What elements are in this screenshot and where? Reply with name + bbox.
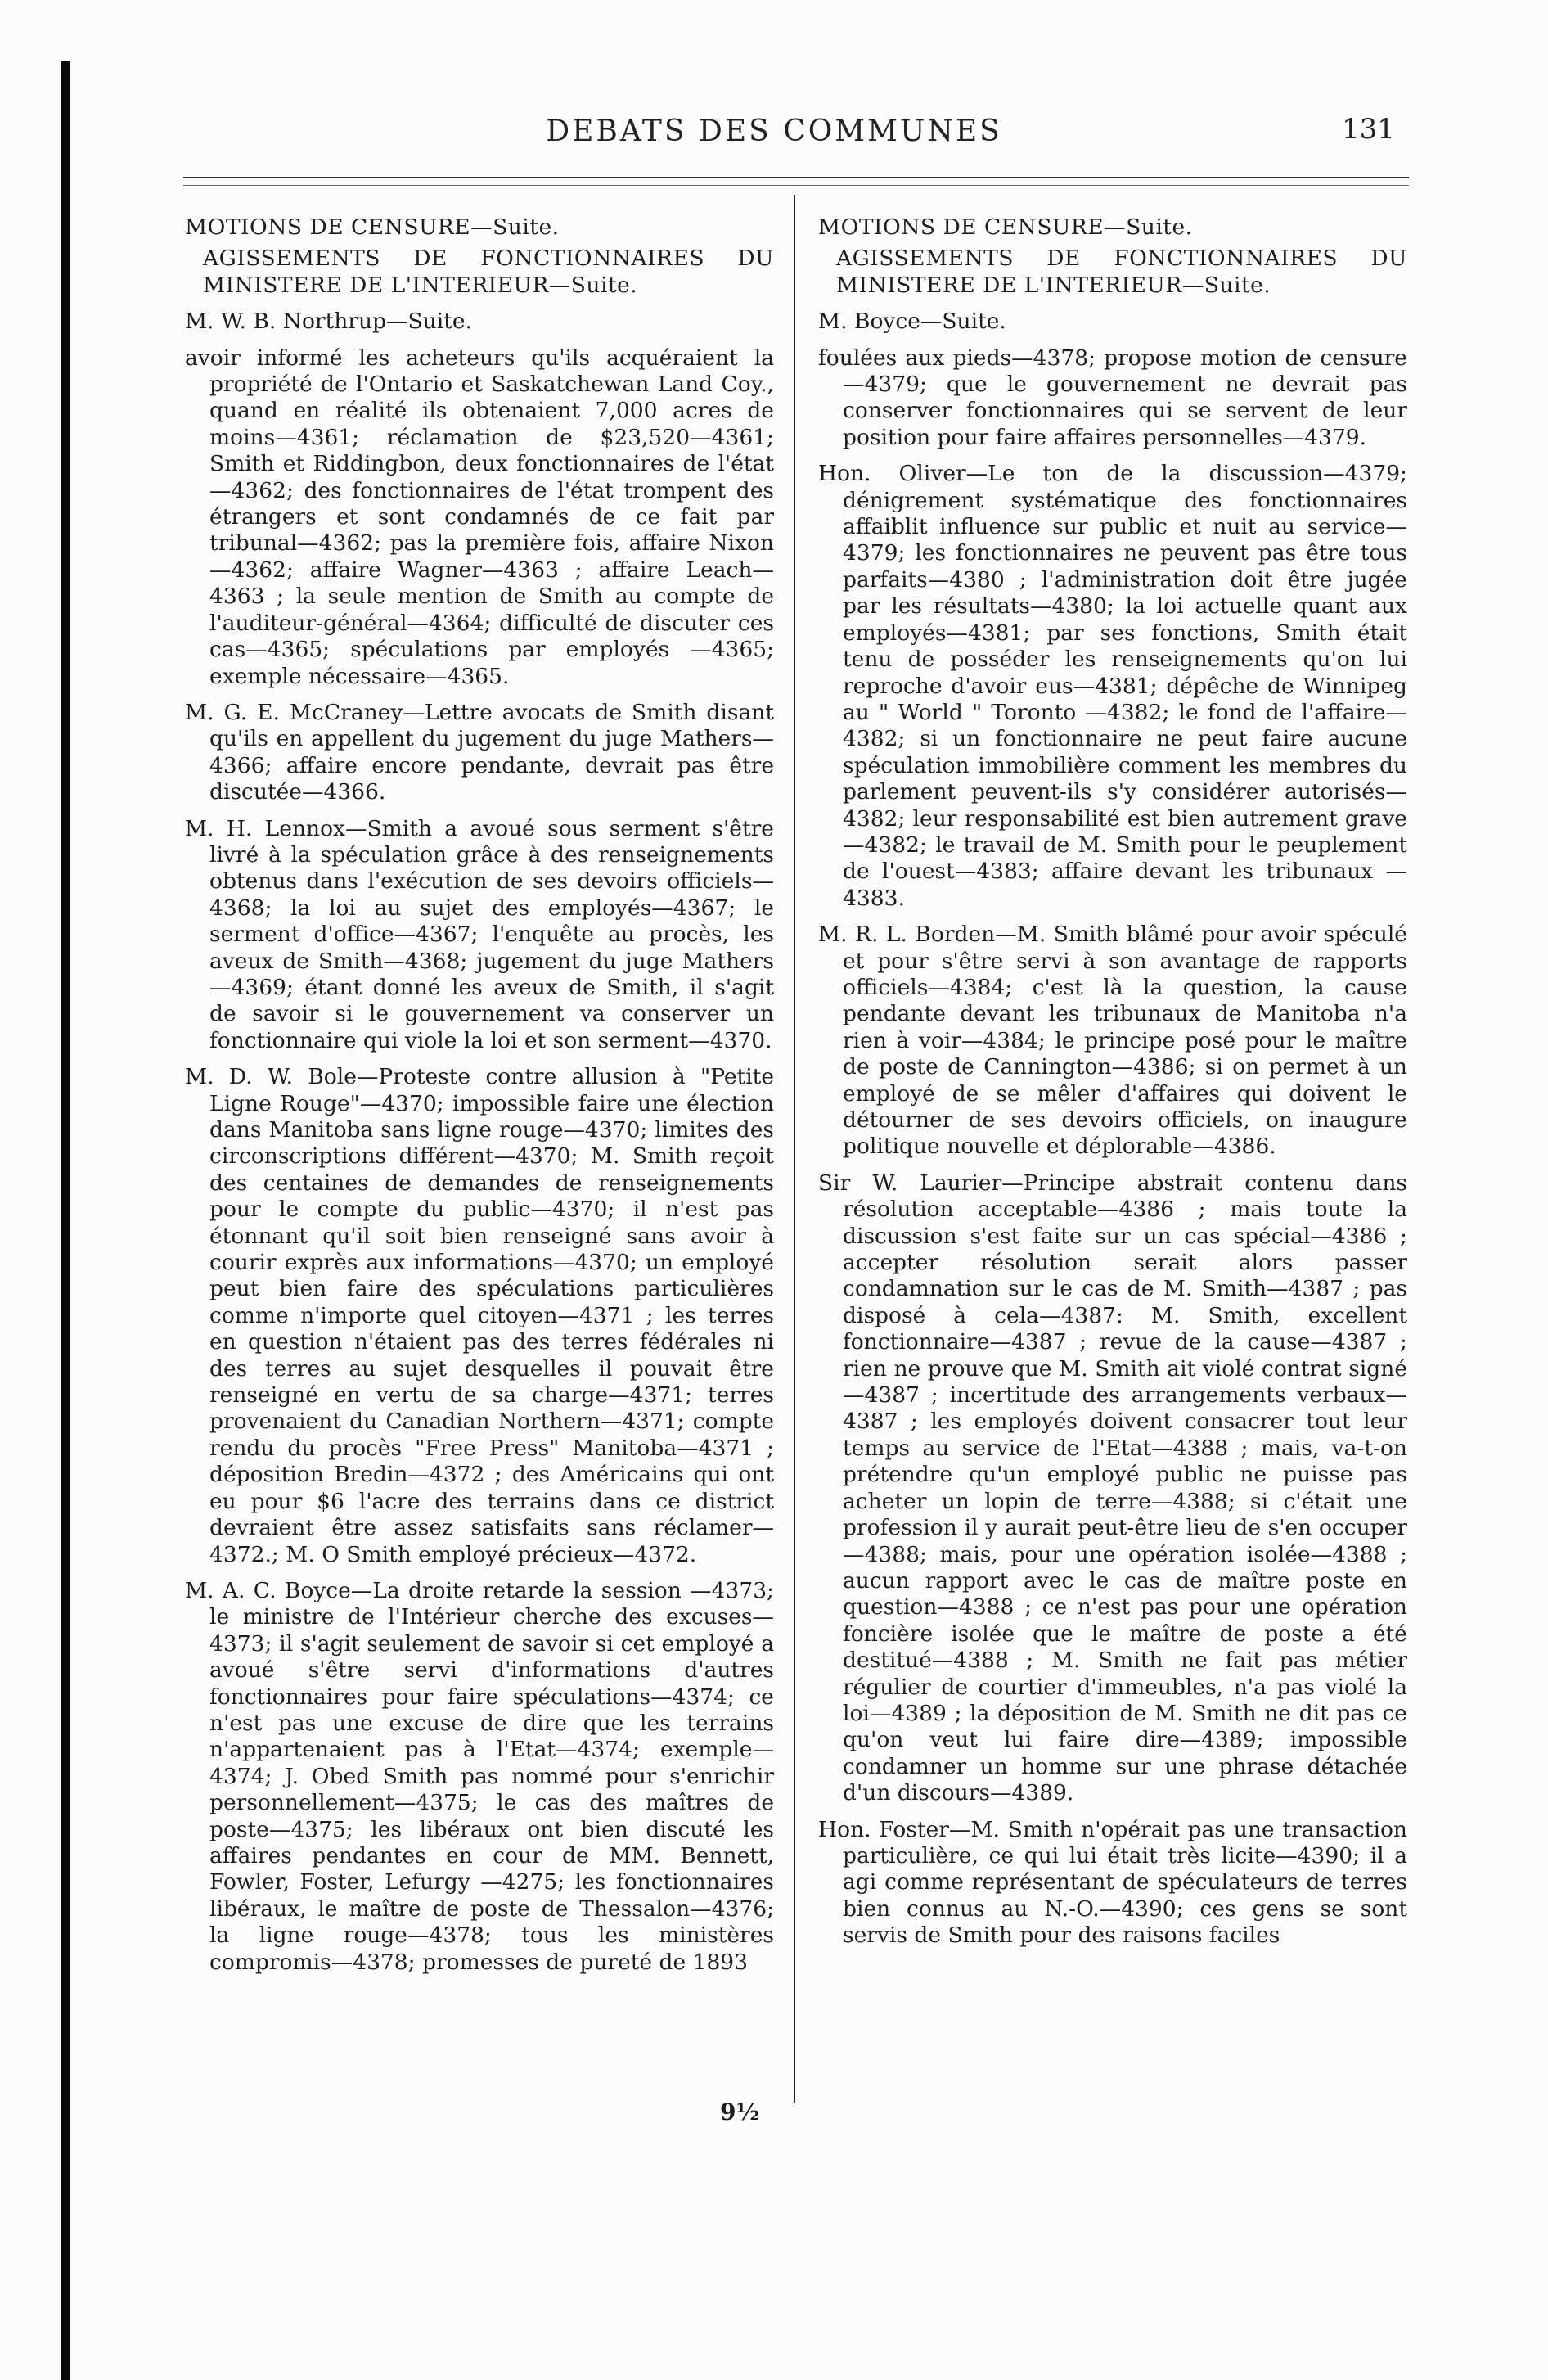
signature-mark: 9½: [720, 2098, 760, 2125]
section-heading: MOTIONS DE CENSURE—Suite.: [818, 214, 1193, 240]
right-column: [818, 214, 1407, 1959]
page-number: 131: [1342, 113, 1395, 146]
index-entry: avoir informé les acheteurs qu'ils acquéraient la propriété de l'Ontario et Saskatchewan Land Coy., quand en réalité ils obtenaient 7,000 acres de moins—4361; réclamation de $23,520—4361; Smith et Riddingbon, deux fonctionnaires de l'état —4362; des fonctionnaires de l'état trompent des étrangers et sont condamnés de ce fait par tribunal—4362; pas la première fois, affaire Nixon—4362; affaire Wagner—4363 ; affaire Leach—4363 ; la seule mention de Smith au compte de l'auditeur-général—4364; difficulté de discuter ces cas—4365; spéculations par employés —4365; exemple nécessaire—4365.: [185, 345, 774, 689]
header-rule: [183, 177, 1409, 178]
subsection-heading: AGISSEMENTS DE FONCTIONNAIRES DU MINISTERE DE L'INTERIEUR—Suite.: [203, 246, 774, 298]
index-entry: M. H. Lennox—Smith a avoué sous serment s'être livré à la spéculation grâce à des renseignements obtenus dans l'exécution de ses devoirs officiels—4368; la loi au sujet des employés—4367; le serment d'office—4367; l'enquête au procès, les aveux de Smith—4368; jugement du juge Mathers—4369; étant donné les aveux de Smith, il s'agit de savoir si le gouvernement va conserver un fonctionnaire qui viole la loi et son serment—4370.: [185, 815, 774, 1053]
index-entry: M. G. E. McCraney—Lettre avocats de Smith disant qu'ils en appellent du jugement du juge Mathers—4366; affaire encore pendante, devrait pas être discutée—4366.: [185, 699, 774, 805]
section-heading: MOTIONS DE CENSURE—Suite.: [185, 214, 560, 240]
index-entry: M. W. B. Northrup—Suite.: [185, 309, 472, 335]
index-entry: M. A. C. Boyce—La droite retarde la session —4373; le ministre de l'Intérieur cherche des excuses—4373; il s'agit seulement de savoir si cet employé a avoué s'être servi d'informations d'autres fonctionnaires pour faire spéculations—4374; ce n'est pas une excuse de dire que les terrains n'appartenaient pas à l'Etat—4374; exemple—4374; J. Obed Smith pas nommé pour s'enrichir personnellement—4375; le cas des maîtres de poste—4375; les libéraux ont bien discuté les affaires pendantes en cour de MM. Bennett, Fowler, Foster, Lefurgy —4275; les fonctionnaires libéraux, le maître de poste de Thessalon—4376; la ligne rouge—4378; tous les ministères compromis—4378; promesses de pureté de 1893: [185, 1577, 774, 1975]
left-column: [185, 214, 774, 1986]
index-entry: Hon. Oliver—Le ton de la discussion—4379; dénigrement systématique des fonctionnaires affaiblit influence sur public et nuit au service—4379; les fonctionnaires ne peuvent pas être tous parfaits—4380 ; l'administration doit être jugée par les résultats—4380; la loi actuelle quant aux employés—4381; par ses fonctions, Smith était tenu de posséder les renseignements qu'on lui reproche d'avoir eus—4381; dépêche de Winnipeg au " World " Toronto —4382; le fond de l'affaire—4382; si un fonctionnaire ne peut faire aucune spéculation immobilière comment les membres du parlement peuvent-ils s'y considérer autorisés—4382; leur responsabilité est bien autrement grave—4382; le travail de M. Smith pour le peuplement de l'ouest—4383; affaire devant les tribunaux —4383.: [818, 461, 1407, 911]
running-header-title: DEBATS DES COMMUNES: [546, 115, 1002, 148]
header-rule-secondary: [183, 185, 1409, 186]
index-entry: M. Boyce—Suite.: [818, 309, 1006, 335]
scan-edge: [61, 61, 70, 2380]
index-entry: foulées aux pieds—4378; propose motion de censure—4379; que le gouvernement ne devrait pas conserver fonctionnaires qui se servent de leur position pour faire affaires personnelles—4379.: [818, 345, 1407, 450]
subsection-heading: AGISSEMENTS DE FONCTIONNAIRES DU MINISTERE DE L'INTERIEUR—Suite.: [836, 246, 1407, 298]
index-entry: Sir W. Laurier—Principe abstrait contenu dans résolution acceptable—4386 ; mais toute la discussion s'est faite sur un cas spécial—4386 ; accepter résolution serait alors passer condamnation sur le cas de M. Smith—4387 ; pas disposé à cela—4387: M. Smith, excellent fonctionnaire—4387 ; revue de la cause—4387 ; rien ne prouve que M. Smith ait violé contrat signé—4387 ; incertitude des arrangements verbaux—4387 ; les employés doivent consacrer tout leur temps au service de l'Etat—4388 ; mais, va-t-on prétendre qu'un employé public ne puisse pas acheter un lopin de terre—4388; si c'était une profession il y aurait peut-être lieu de s'en occuper—4388; mais, pour une opération isolée—4388 ; aucun rapport avec le cas de maître poste en question—4388 ; ce n'est pas pour une opération foncière isolée que le maître de poste a été destitué—4388 ; M. Smith ne fait pas métier régulier de courtier d'immeubles, n'a pas violé la loi—4389 ; la déposition de M. Smith ne dit pas ce qu'on veut lui faire dire—4389; impossible condamner un homme sur une phrase détachée d'un discours—4389.: [818, 1170, 1407, 1806]
index-entry: M. R. L. Borden—M. Smith blâmé pour avoir spéculé et pour s'être servi à son avantage de rapports officiels—4384; c'est là la question, la cause pendante devant les tribunaux de Manitoba n'a rien à voir—4384; le principe posé pour le maître de poste de Cannington—4386; si on permet à un employé de se mêler d'affaires qui doivent le détourner de ses devoirs officiels, on inaugure politique nouvelle et déplorable—4386.: [818, 922, 1407, 1160]
column-divider: [794, 195, 795, 2103]
index-entry: Hon. Foster—M. Smith n'opérait pas une transaction particulière, ce qui lui était très licite—4390; il a agi comme représentant de spéculateurs de terres bien connus au N.-O.—4390; ces gens se sont servis de Smith pour des raisons faciles: [818, 1816, 1407, 1949]
index-entry: M. D. W. Bole—Proteste contre allusion à "Petite Ligne Rouge"—4370; impossible faire une élection dans Manitoba sans ligne rouge—4370; limites des circonscriptions différent—4370; M. Smith reçoit des centaines de demandes de renseignements pour le compte du public—4370; il n'est pas étonnant qu'il soit bien renseigné sans avoir à courir exprès aux informations—4370; un employé peut bien faire des spéculations particulières comme n'importe quel citoyen—4371 ; les terres en question n'étaient pas des terres fédérales ni des terres au sujet desquelles il pouvait être renseigné en vertu de sa charge—4371; terres provenaient du Canadian Northern—4371; compte rendu du procès "Free Press" Manitoba—4371 ; déposition Bredin—4372 ; des Américains qui ont eu pour $6 l'acre des terrains dans ce district devraient être assez satisfaits sans réclamer—4372.; M. O Smith employé précieux—4372.: [185, 1064, 774, 1567]
